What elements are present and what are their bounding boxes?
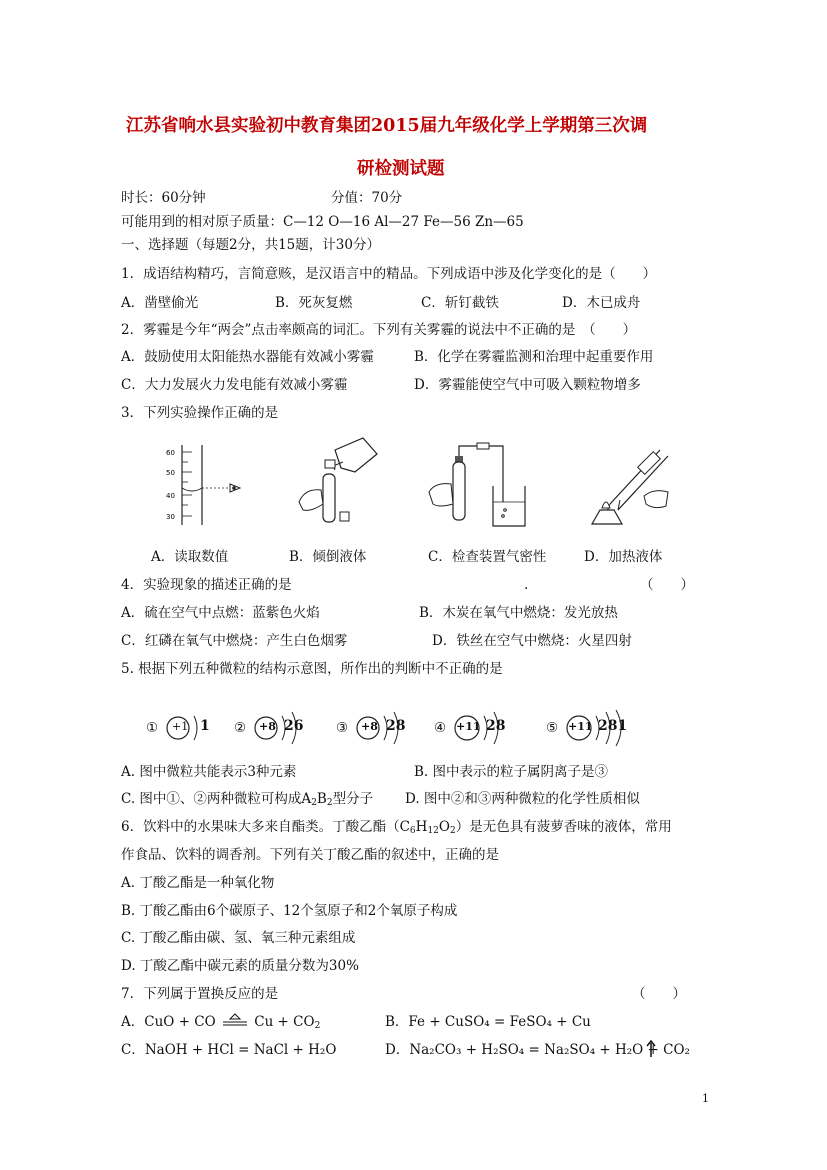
nucleus-charge: +11 — [456, 720, 481, 733]
electron-config: 28 — [486, 718, 506, 734]
page-title-line2: 研检测试题 — [357, 159, 445, 179]
particle-number: ⑤ — [546, 720, 559, 736]
q7-option-d: D．Na₂CO₃ + H₂SO₄ = Na₂SO₄ + H₂O + CO₂ — [385, 1042, 690, 1058]
q1-option-d: D．木已成舟 — [562, 295, 641, 311]
q7-option-b: B．Fe + CuSO₄ = FeSO₄ + Cu — [385, 1014, 591, 1030]
q2-stem: 2．雾霾是今年“两会”点击率颇高的词汇。下列有关雾霾的说法中不正确的是 （ ） — [121, 322, 637, 338]
particle-diagram-1 — [146, 708, 216, 748]
particle-diagram-4 — [434, 708, 518, 748]
q4-stem: 4．实验现象的描述正确的是 — [121, 577, 292, 593]
q3-stem: 3．下列实验操作正确的是 — [121, 405, 279, 421]
exam-score: 分值：70分 — [331, 190, 403, 206]
page-title-line1: 江苏省响水县实验初中教育集团2015届九年级化学上学期第三次调 — [126, 116, 648, 136]
q4-option-c: C．红磷在氧气中燃烧：产生白色烟雾 — [121, 633, 348, 649]
q4-option-a: A．硫在空气中点燃：蓝紫色火焰 — [121, 605, 320, 621]
q1-stem: 1．成语结构精巧，言简意赅，是汉语言中的精品。下列成语中涉及化学变化的是（ ） — [121, 266, 657, 282]
q5-stem: 5. 根据下列五种微粒的结构示意图，所作出的判断中不正确的是 — [121, 661, 503, 677]
gas-up-arrow-icon — [646, 1040, 656, 1058]
particle-number: ① — [146, 720, 159, 736]
particle-number: ② — [234, 720, 247, 736]
q7-stem: 7．下列属于置换反应的是 — [121, 986, 279, 1002]
q3-option-a: A．读取数值 — [151, 549, 229, 565]
q5-option-b: B. 图中表示的粒子属阴离子是③ — [414, 764, 609, 780]
q1-option-c: C．斩钉截铁 — [421, 295, 499, 311]
nucleus-charge: +1 — [172, 720, 189, 733]
q2-option-a: A．鼓励使用太阳能热水器能有效减小雾霾 — [121, 349, 374, 365]
nucleus-charge: +8 — [259, 720, 276, 733]
q5-option-a: A. 图中微粒共能表示3种元素 — [121, 764, 297, 780]
q6-stem-line2: 作食品、饮料的调香剂。下列有关丁酸乙酯的叙述中，正确的是 — [121, 847, 499, 863]
electron-config: 28 — [386, 718, 406, 734]
q2-option-b: B．化学在雾霾监测和治理中起重要作用 — [414, 349, 654, 365]
page-number: 1 — [702, 1092, 709, 1105]
q1-option-b: B．死灰复燃 — [275, 295, 353, 311]
nucleus-charge: +8 — [361, 720, 378, 733]
atomic-masses: 可能用到的相对原子质量：C—12 O—16 Al—27 Fe—56 Zn—65 — [121, 214, 524, 230]
electron-config: 1 — [200, 718, 210, 734]
q4-answer-paren: （ ） — [640, 577, 694, 593]
q4-dot: . — [524, 577, 529, 593]
cylinder-tick-60: 60 — [166, 449, 175, 457]
nucleus-charge: +11 — [568, 720, 593, 733]
q6-option-c: C. 丁酸乙酯由碳、氢、氧三种元素组成 — [121, 930, 356, 946]
particle-diagram-3 — [336, 708, 416, 748]
q7-option-a: A．CuO + CO $Cu + CO_2$ — [121, 1014, 321, 1031]
q5-option-d: D. 图中②和③两种微粒的化学性质相似 — [405, 791, 640, 807]
pouring-liquid-figure — [285, 432, 385, 532]
particle-diagram-5 — [546, 708, 640, 748]
q2-option-c: C．大力发展火力发电能有效减小雾霾 — [121, 377, 348, 393]
q6-option-d: D. 丁酸乙酯中碳元素的质量分数为30% — [121, 958, 359, 974]
airtightness-check-figure — [425, 442, 535, 532]
q7-answer-paren: （ ） — [632, 986, 686, 1002]
heating-liquid-figure — [580, 440, 680, 532]
cylinder-tick-50: 50 — [166, 469, 175, 477]
exam-duration: 时长：60分钟 — [121, 190, 206, 206]
electron-config: 26 — [284, 718, 304, 734]
electron-config: 281 — [598, 718, 628, 734]
q5-option-c: C. 图中①、②两种微粒可构成$A_2B_2$型分子 — [121, 791, 374, 808]
q4-option-d: D．铁丝在空气中燃烧：火星四射 — [432, 633, 632, 649]
q2-option-d: D．雾霾能使空气中可吸入颗粒物增多 — [414, 377, 641, 393]
q1-option-a: A．凿壁偷光 — [121, 295, 199, 311]
particle-diagram-2 — [234, 708, 314, 748]
q6-option-b: B. 丁酸乙酯由6个碳原子、12个氢原子和2个氧原子构成 — [121, 903, 458, 919]
q3-option-d: D．加热液体 — [584, 549, 663, 565]
q3-option-c: C．检查装置气密性 — [428, 549, 547, 565]
graduated-cylinder-figure — [160, 440, 255, 530]
q3-option-b: B．倾倒液体 — [289, 549, 367, 565]
cylinder-tick-30: 30 — [166, 513, 175, 521]
section-heading: 一、选择题（每题2分，共15题，计30分） — [121, 237, 380, 253]
q4-option-b: B．木炭在氧气中燃烧：发光放热 — [419, 605, 618, 621]
q7-option-c: C．NaOH + HCl = NaCl + H₂O — [121, 1042, 337, 1058]
heat-equals-icon — [220, 1013, 250, 1027]
q6-option-a: A. 丁酸乙酯是一种氧化物 — [121, 875, 275, 891]
cylinder-tick-40: 40 — [166, 492, 175, 500]
q6-stem: 6．饮料中的水果味大多来自酯类。丁酸乙酯$(C_6H_{12}O_2)$是无色具有菠萝香味的液体，常用 — [121, 819, 672, 836]
particle-number: ③ — [336, 720, 349, 736]
particle-number: ④ — [434, 720, 447, 736]
